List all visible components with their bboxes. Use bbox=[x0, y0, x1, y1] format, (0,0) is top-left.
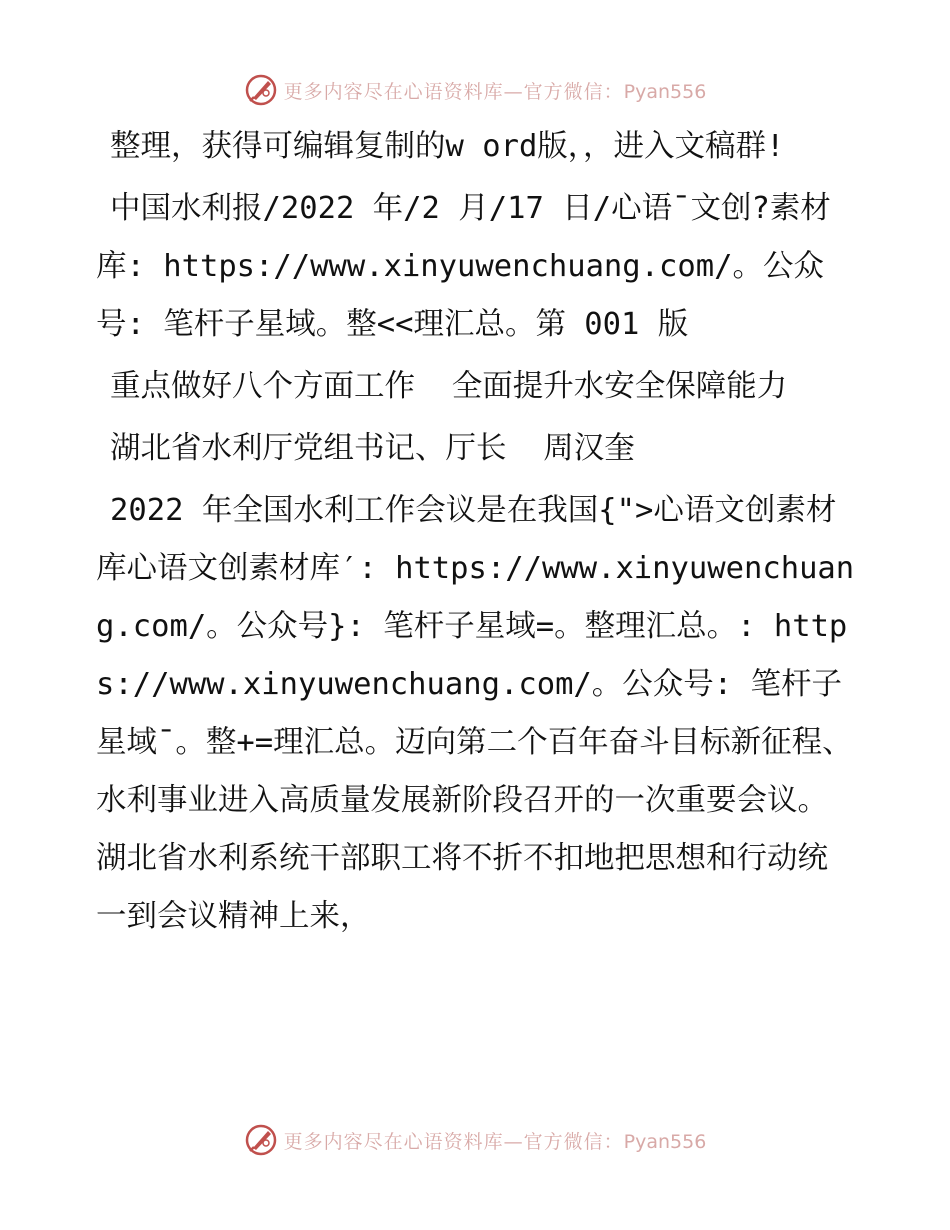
document-body bbox=[96, 118, 871, 946]
header-wechat-id: Pyan556 bbox=[623, 80, 707, 103]
footer-banner-text: 更多内容尽在心语资料库—官方微信：Pyan556 bbox=[283, 1130, 707, 1153]
quill-pen-logo-icon bbox=[244, 1123, 278, 1157]
footer-banner bbox=[0, 1120, 950, 1160]
article-author: 湖北省水利厅党组书记、厅长 周汉奎 bbox=[110, 431, 635, 466]
paragraph-5: 2022 年全国水利工作会议是在我国{">心语文创素材库心语文创素材库′: https://www.xinyuwenchuang.com/。公众号}: 笔杆子星域=。整理汇总。: https://www.xinyuwenchuang.com/。公众号: 笔杆子星域¯。整+=理汇总。迈向第二个百年奋斗目标新征程、 水利事业进入高质量发展新阶段召开的一次重要会议。湖北省水利系统干部职工将不折不扣地把思想和行动统一到会议精神上来， bbox=[96, 493, 871, 934]
header-banner-text: 更多内容尽在心语资料库—官方微信：Pyan556 bbox=[283, 80, 707, 103]
article-title: 重点做好八个方面工作 全面提升水安全保障能力 bbox=[110, 369, 788, 404]
quill-pen-logo-icon bbox=[244, 73, 278, 107]
paragraph-2: 中国水利报/2022 年/2 月/17 日/心语¯文创?素材库: https://www.xinyuwenchuang.com/。公众号: 笔杆子星域。整<<理汇总。第 001 版 bbox=[96, 191, 831, 342]
paragraph-1: 整理，获得可编辑复制的w ord版，，进入文稿群! bbox=[110, 129, 785, 164]
header-banner bbox=[0, 70, 950, 110]
footer-wechat-id: Pyan556 bbox=[623, 1130, 707, 1153]
